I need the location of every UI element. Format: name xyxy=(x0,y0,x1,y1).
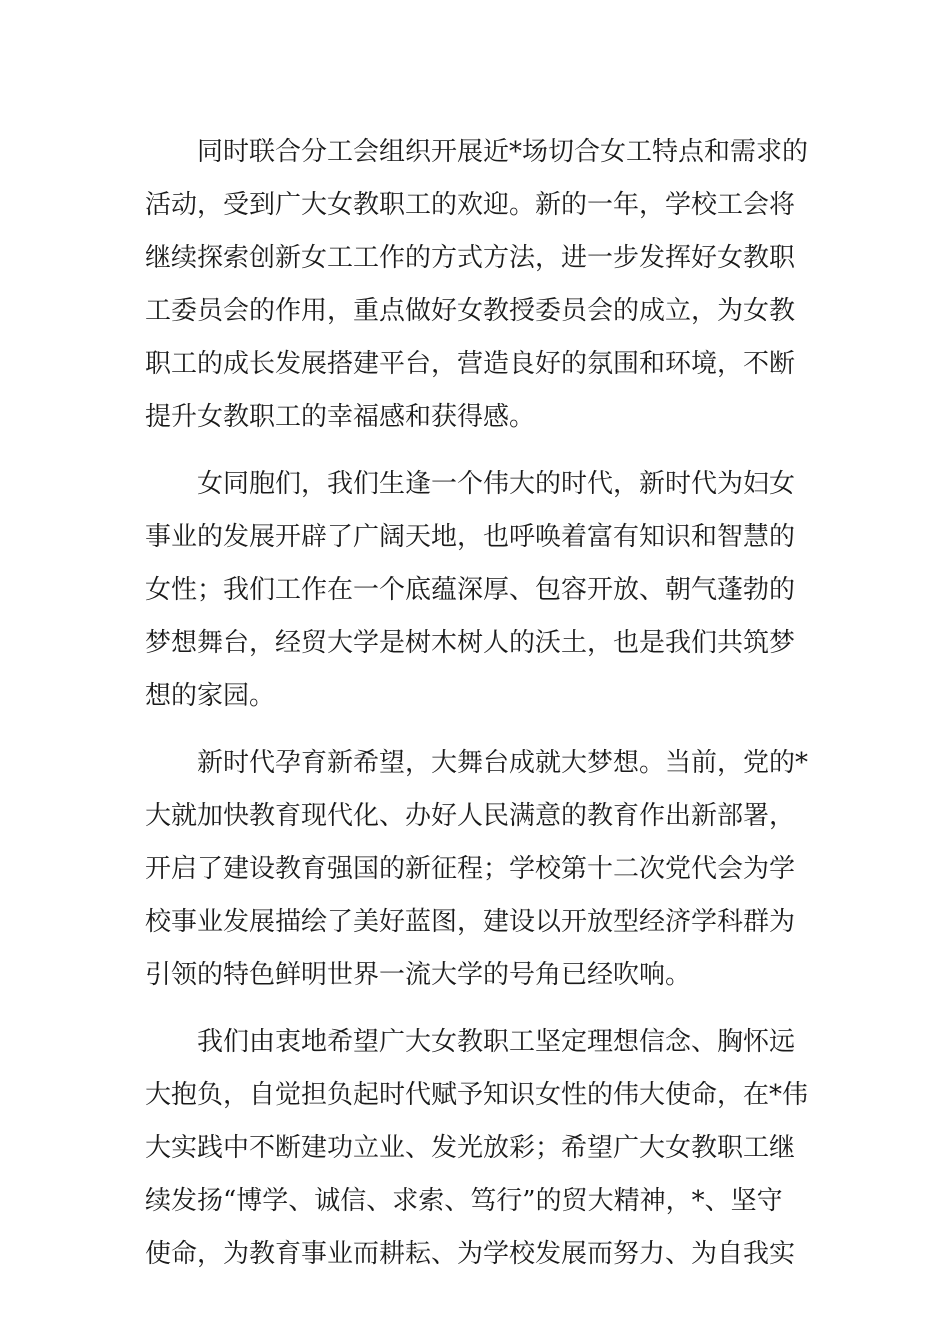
text-line: 提升女教职工的幸福感和获得感。 xyxy=(145,402,536,432)
text-line: 大抱负，自觉担负起时代赋予知识女性的伟大使命，在*伟 xyxy=(145,1080,809,1110)
text-line: 工委员会的作用，重点做好女教授委员会的成立，为女教 xyxy=(145,296,796,326)
text-line: 大就加快教育现代化、办好人民满意的教育作出新部署， xyxy=(145,801,796,831)
text-line: 大实践中不断建功立业、发光放彩；希望广大女教职工继 xyxy=(145,1133,796,1163)
text-line: 继续探索创新女工工作的方式方法，进一步发挥好女教职 xyxy=(145,243,796,273)
paragraph-3 xyxy=(145,737,807,1002)
paragraph-2 xyxy=(145,458,807,723)
text-line: 梦想舞台，经贸大学是树木树人的沃土，也是我们共筑梦 xyxy=(145,628,796,658)
paragraph-1 xyxy=(145,126,807,444)
text-line: 使命，为教育事业而耕耘、为学校发展而努力、为自我实 xyxy=(145,1239,796,1269)
text-line: 同时联合分工会组织开展近*场切合女工特点和需求的 xyxy=(197,137,809,167)
text-line: 想的家园。 xyxy=(145,681,276,711)
text-line: 引领的特色鲜明世界一流大学的号角已经吹响。 xyxy=(145,960,692,990)
text-line: 女同胞们，我们生逢一个伟大的时代，新时代为妇女 xyxy=(197,469,796,499)
document-body xyxy=(145,126,807,1281)
text-line: 我们由衷地希望广大女教职工坚定理想信念、胸怀远 xyxy=(197,1027,796,1057)
paragraph-4 xyxy=(145,1016,807,1281)
text-line: 新时代孕育新希望，大舞台成就大梦想。当前，党的* xyxy=(197,748,809,778)
text-line: 续发扬“博学、诚信、求索、笃行”的贸大精神，*、坚守 xyxy=(145,1186,783,1216)
text-line: 开启了建设教育强国的新征程；学校第十二次党代会为学 xyxy=(145,854,796,884)
text-line: 活动，受到广大女教职工的欢迎。新的一年，学校工会将 xyxy=(145,190,796,220)
text-line: 女性；我们工作在一个底蕴深厚、包容开放、朝气蓬勃的 xyxy=(145,575,796,605)
text-line: 校事业发展描绘了美好蓝图，建设以开放型经济学科群为 xyxy=(145,907,796,937)
text-line: 职工的成长发展搭建平台，营造良好的氛围和环境，不断 xyxy=(145,349,796,379)
text-line: 事业的发展开辟了广阔天地，也呼唤着富有知识和智慧的 xyxy=(145,522,796,552)
